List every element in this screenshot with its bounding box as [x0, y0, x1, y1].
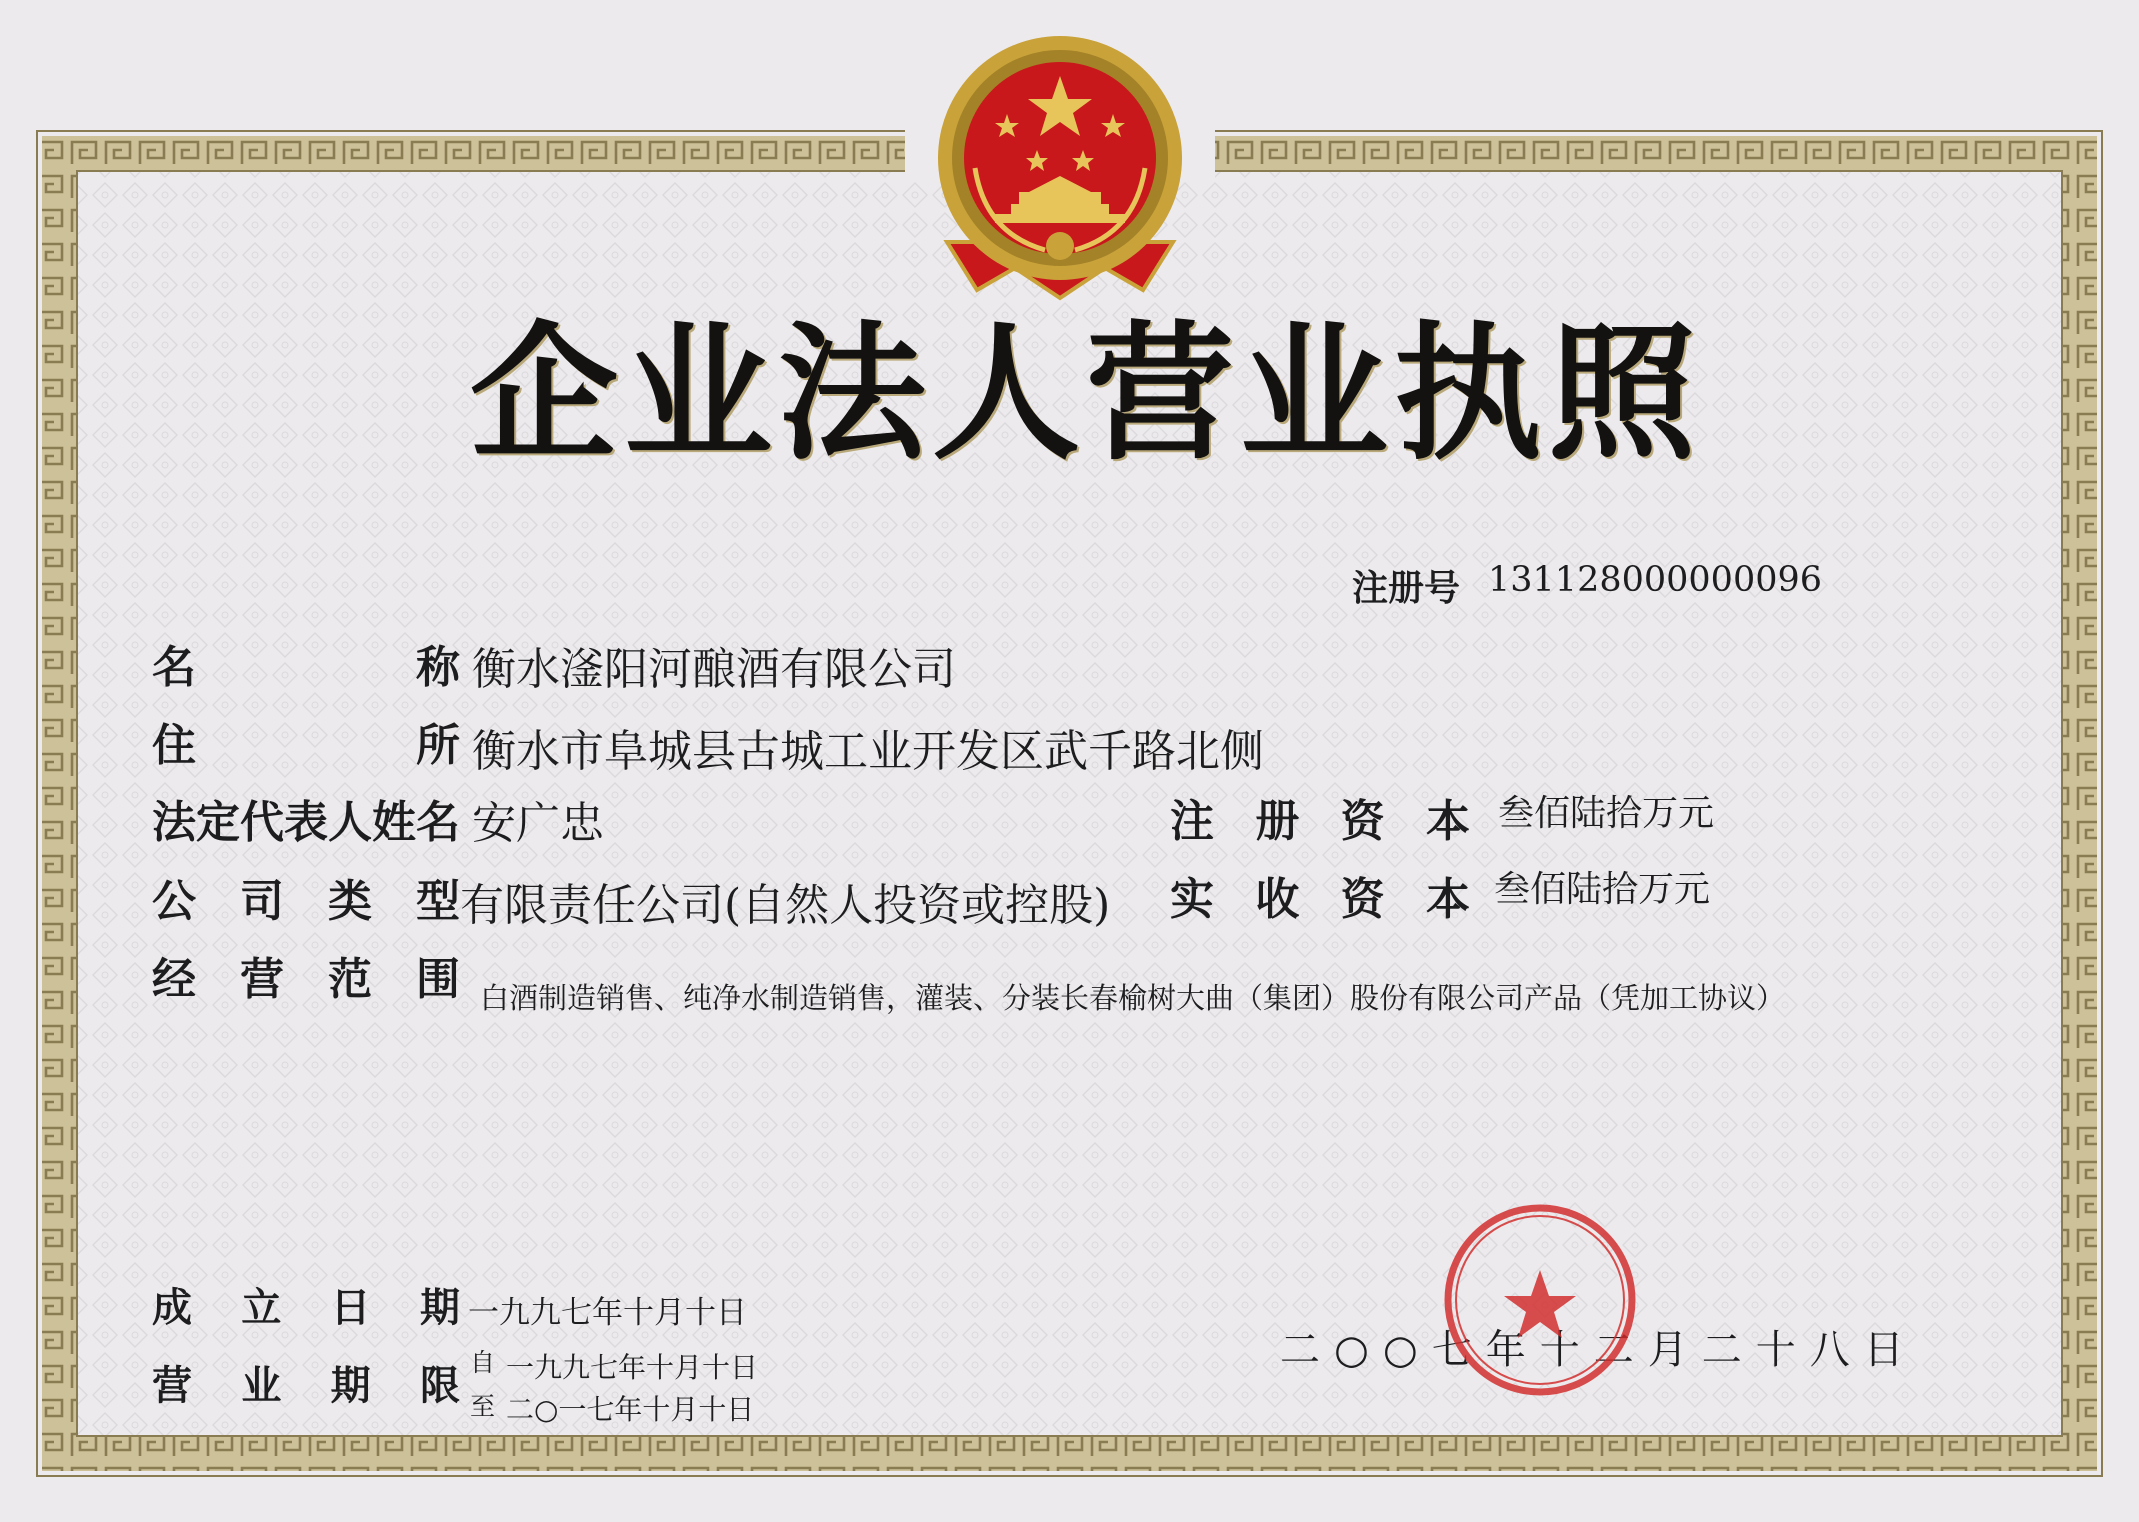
term-start-date: 一九九七年十月十日 — [506, 1351, 759, 1384]
certificate-title: 企业法人营业执照 — [470, 308, 1702, 480]
issue-date: 二○○七年十二月二十八日 — [1280, 1327, 1918, 1373]
official-seal-icon — [1440, 1200, 1640, 1400]
legal-representative-label: 法定代表人姓名 — [152, 797, 460, 848]
legal-representative: 安广忠 — [472, 798, 604, 849]
name-label: 名 称 — [152, 642, 460, 693]
company-type-label: 公 司 类 型 — [152, 876, 460, 927]
registered-capital: 叁佰陆拾万元 — [1498, 793, 1715, 834]
company-address: 衡水市阜城县古城工业开发区武千路北侧 — [472, 726, 1264, 777]
term-to-prefix: 至 — [470, 1392, 496, 1421]
registered-capital-label: 注 册 资 本 — [1170, 796, 1470, 847]
company-type: 有限责任公司(自然人投资或控股) — [460, 880, 1111, 931]
address-label: 住 所 — [152, 720, 460, 771]
business-scope-label: 经 营 范 围 — [152, 954, 460, 1005]
company-name: 衡水滏阳河酿酒有限公司 — [472, 644, 956, 695]
national-emblem-icon — [915, 28, 1205, 308]
registration-number-label: 注册号 — [1352, 568, 1461, 609]
paid-in-capital-label: 实 收 资 本 — [1170, 874, 1470, 925]
business-scope: 白酒制造销售、纯净水制造销售，灌装、分装长春榆树大曲（集团）股份有限公司产品（凭加工协议） — [480, 981, 1786, 1015]
established-date: 一九九七年十月十日 — [468, 1295, 747, 1331]
term-from-prefix: 自 — [470, 1348, 496, 1377]
business-term-label: 营 业 期 限 — [152, 1363, 460, 1409]
registration-number: 131128000000096 — [1488, 560, 1823, 600]
established-date-label: 成 立 日 期 — [152, 1285, 460, 1331]
term-end-date: 二○一七年十月十日 — [506, 1393, 755, 1426]
paid-in-capital: 叁佰陆拾万元 — [1494, 869, 1711, 910]
